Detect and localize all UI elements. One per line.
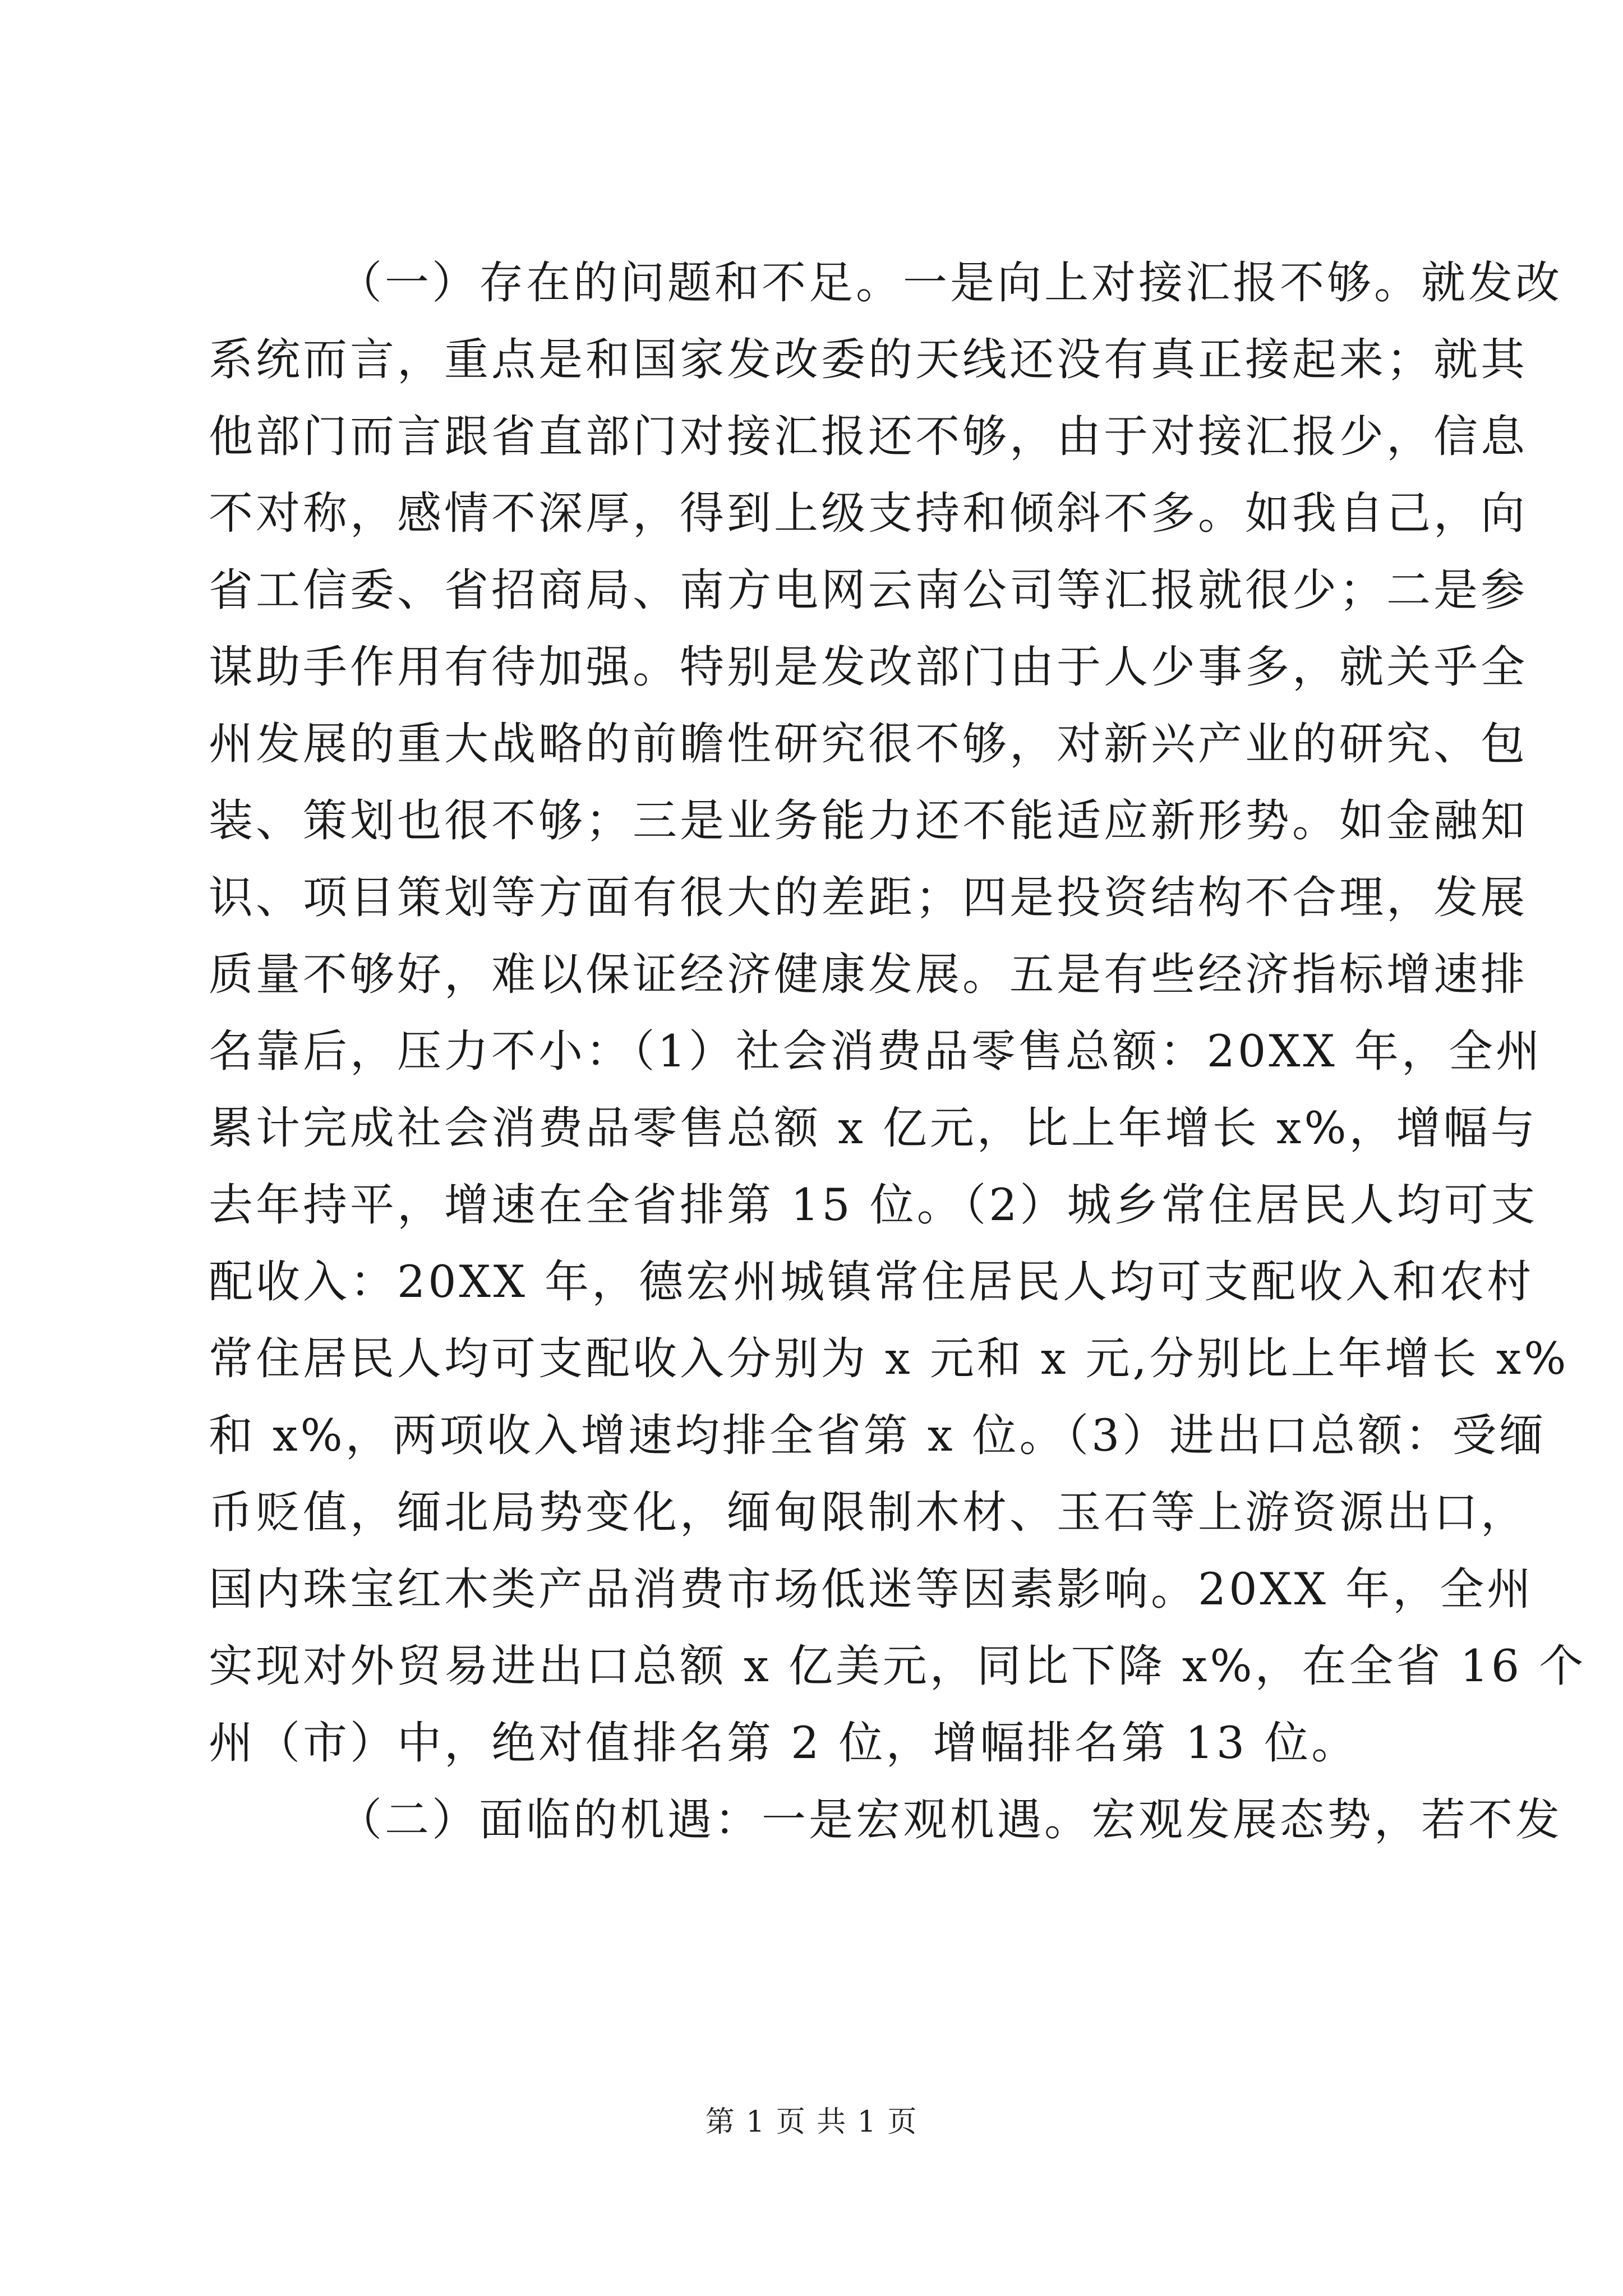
text-line: 州（市）中，绝对值排名第 2 位，增幅排名第 13 位。 (209, 1717, 1359, 1769)
text-line: 不对称，感情不深厚，得到上级支持和倾斜不多。如我自己，向 (209, 487, 1528, 539)
text-line: 谋助手作用有待加强。特别是发改部门由于人少事多，就关乎全 (209, 641, 1528, 693)
page-number-label: 第 1 页 共 1 页 (705, 2105, 918, 2139)
text-line: 国内珠宝红木类产品消费市场低迷等因素影响。20XX 年，全州 (209, 1563, 1534, 1615)
text-line: 他部门而言跟省直部门对接汇报还不够，由于对接汇报少，信息 (209, 411, 1528, 462)
text-line: 系统而言，重点是和国家发改委的天线还没有真正接起来；就其 (209, 334, 1528, 385)
text-line: 币贬值，缅北局势变化，缅甸限制木材、玉石等上游资源出口， (209, 1487, 1528, 1538)
text-line: 配收入：20XX 年，德宏州城镇常住居民人均可支配收入和农村 (209, 1256, 1534, 1308)
text-line: 和 x%，两项收入增速均排全省第 x 位。（3）进出口总额：受缅 (209, 1410, 1547, 1461)
text-line: 州发展的重大战略的前瞻性研究很不够，对新兴产业的研究、包 (209, 718, 1528, 770)
text-line: 识、项目策划等方面有很大的差距；四是投资结构不合理，发展 (209, 872, 1528, 923)
text-line: 省工信委、省招商局、南方电网云南公司等汇报就很少；二是参 (209, 564, 1528, 616)
document-body (209, 245, 1587, 1858)
text-line: 名靠后，压力不小：（1）社会消费品零售总额：20XX 年，全州 (209, 1025, 1543, 1077)
text-line: 累计完成社会消费品零售总额 x 亿元，比上年增长 x%，增幅与 (209, 1102, 1538, 1154)
text-line: 装、策划也很不够；三是业务能力还不能适应新形势。如金融知 (209, 795, 1528, 846)
text-line: （一）存在的问题和不足。一是向上对接汇报不够。就发改 (338, 257, 1562, 309)
text-line: 质量不够好，难以保证经济健康发展。五是有些经济指标增速排 (209, 949, 1528, 1000)
text-line: 去年持平，增速在全省排第 15 位。（2）城乡常住居民人均可支 (209, 1179, 1538, 1231)
text-line: 实现对外贸易进出口总额 x 亿美元，同比下降 x%，在全省 16 个 (209, 1640, 1587, 1692)
text-line: （二）面临的机遇：一是宏观机遇。宏观发展态势，若不发 (338, 1794, 1562, 1846)
text-line: 常住居民人均可支配收入分别为 x 元和 x 元,分别比上年增长 x% (209, 1333, 1569, 1384)
page-footer (0, 2098, 1623, 2140)
